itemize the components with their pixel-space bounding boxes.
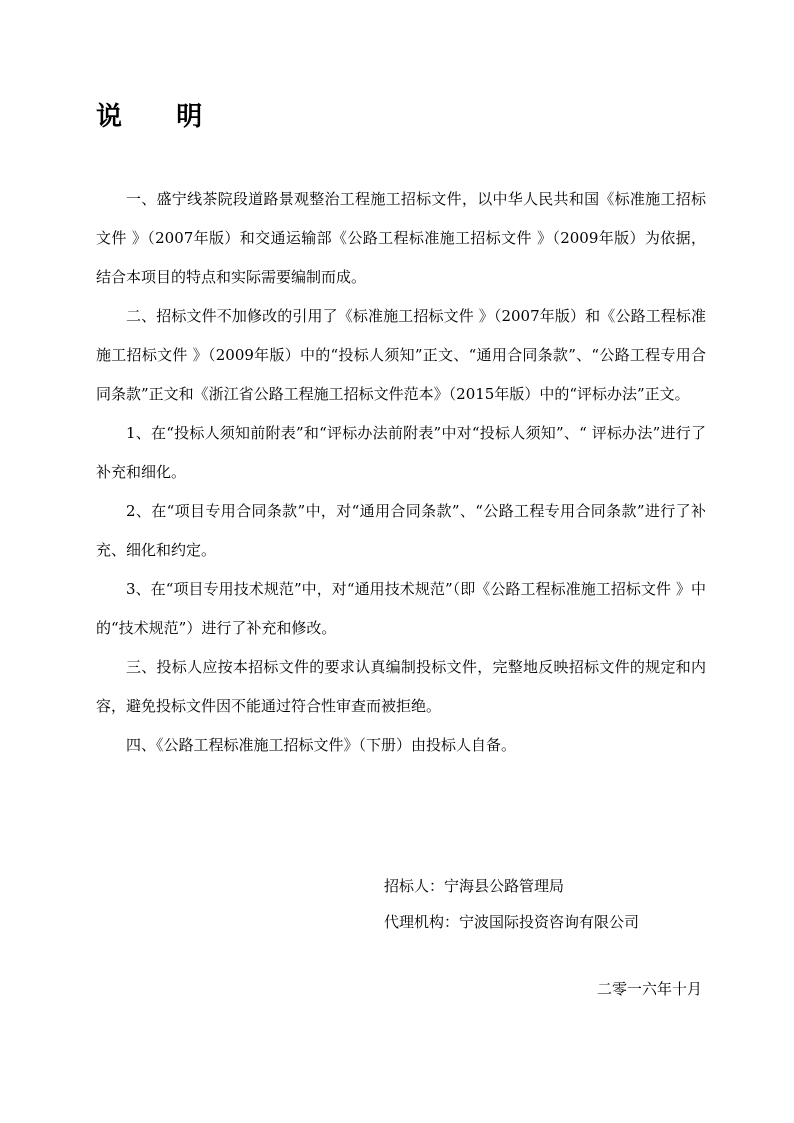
paragraph-7: 四、《公路工程标准施工招标文件》（下册）由投标人自备。 xyxy=(126,736,517,754)
document-date: 二零一六年十月 xyxy=(596,980,702,998)
paragraph-5: 3、在“项目专用技术规范”中，对“通用技术规范”（即《公路工程标准施工招标文件 》中的“技术规范”）进行了补充和修改。 xyxy=(96,580,706,637)
paragraph-2: 二、招标文件不加修改的引用了《标准施工招标文件 》（2007年版）和《公路工程标准施工招标文件 》（2009年版）中的“投标人须知”正文、“通用合同条款”、“公路工程专用合同条款”正文和《浙江省公路工程施工招标文件范本》（2015年版）中的“评标办法”正文。 xyxy=(96,307,706,403)
paragraph-3: 1、在“投标人须知前附表”和“评标办法前附表”中对“投标人须知”、“ 评标办法”进行了补充和细化。 xyxy=(96,424,706,481)
document-body xyxy=(96,180,706,765)
document-title: 说 明 xyxy=(96,102,203,132)
paragraph-1: 一、盛宁线茶院段道路景观整治工程施工招标文件，以中华人民共和国《标准施工招标文件 》（2007年版）和交通运输部《公路工程标准施工招标文件 》（2009年版）为依据，结合本项目的特点和实际需要编制而成。 xyxy=(96,190,706,286)
agency-line: 代理机构：宁波国际投资咨询有限公司 xyxy=(384,913,640,931)
tenderer-line: 招标人：宁海县公路管理局 xyxy=(384,877,565,895)
paragraph-4: 2、在“项目专用合同条款”中，对“通用合同条款”、“公路工程专用合同条款”进行了补充、细化和约定。 xyxy=(96,502,706,559)
paragraph-6: 三、投标人应按本招标文件的要求认真编制投标文件，完整地反映招标文件的规定和内容，避免投标文件因不能通过符合性审查而被拒绝。 xyxy=(96,658,706,715)
